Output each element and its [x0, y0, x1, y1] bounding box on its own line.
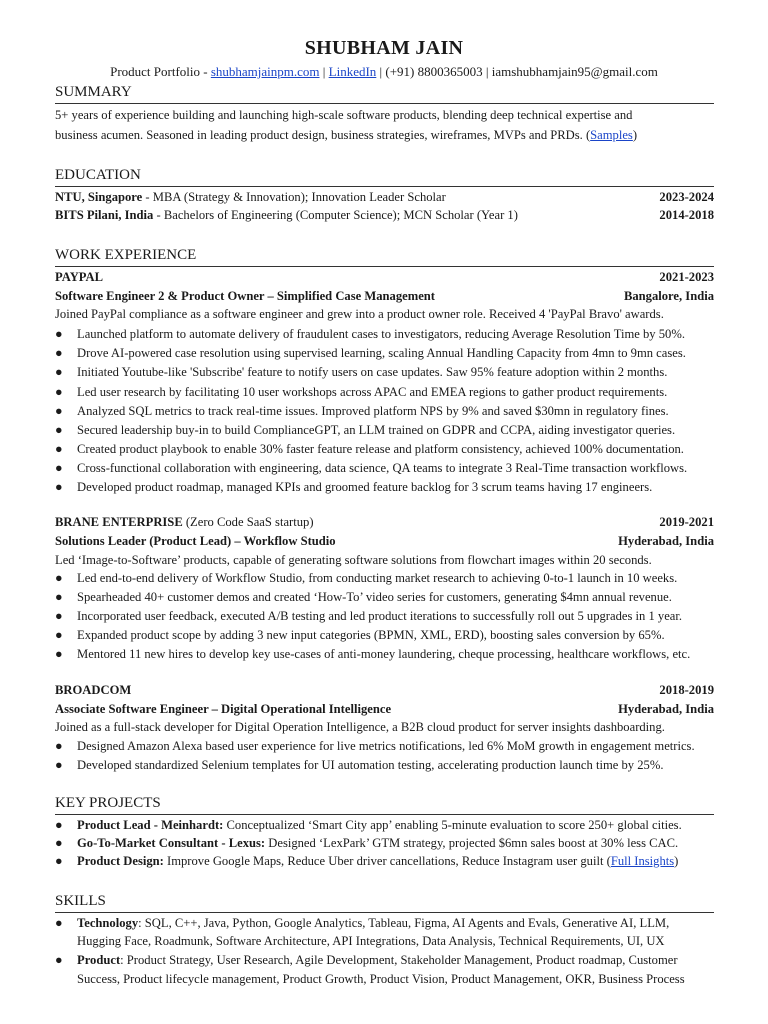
bullet-item: ● Mentored 11 new hires to develop key use-cases of anti-money laundering, cheque processing, healthcare workflows, etc.: [55, 645, 714, 664]
bullet-icon: ●: [55, 346, 63, 360]
company-name: BRANE ENTERPRISE: [55, 515, 183, 529]
contact-phone-email: | (+91) 8800365003 | iamshubhamjain95@gmail.com: [376, 64, 658, 79]
job-role-paypal: [55, 287, 714, 305]
job-intro-paypal: Joined PayPal compliance as a software engineer and grew into a product owner role. Received 4 'PayPal Bravo' awards.: [55, 307, 664, 321]
bullet-icon: ●: [55, 404, 63, 418]
portfolio-link[interactable]: shubhamjainpm.com: [210, 64, 320, 79]
bullet-icon: ●: [55, 953, 63, 967]
bullet-icon: ●: [55, 647, 63, 661]
skill-label: Technology: [77, 916, 139, 930]
full-insights-link[interactable]: Full Insights: [610, 854, 675, 868]
school-name: BITS Pilani, India: [55, 208, 154, 222]
job-location: Hyderabad, India: [618, 702, 714, 716]
skill-item-product: ● Product: Product Strategy, User Research, Agile Development, Stakeholder Management, Product roadmap, Customer: [55, 951, 714, 970]
work-experience-heading: WORK EXPERIENCE: [55, 245, 714, 267]
bullet-icon: ●: [55, 423, 63, 437]
bullet-item: ● Developed standardized Selenium templates for UI automation testing, accelerating production launch time by 25%.: [55, 756, 714, 775]
contact-line: [0, 62, 768, 82]
company-name: BROADCOM: [55, 683, 132, 697]
role-title: Software Engineer 2 & Product Owner – Simplified Case Management: [55, 289, 436, 303]
bullet-item: ● Cross-functional collaboration with engineering, data science, QA teams to integrate 3 Real-Time transaction workflows.: [55, 459, 714, 478]
project-item: ● Product Lead - Meinhardt: Conceptualized ‘Smart City app’ enabling 5-minute evaluation to score 250+ global cities.: [55, 816, 714, 835]
job-dates: 2019-2021: [659, 515, 714, 529]
contact-separator: |: [319, 64, 329, 79]
project-item: ● Product Design: Improve Google Maps, Reduce Uber driver cancellations, Reduce Instagram user guilt (Full Insights): [55, 852, 714, 871]
bullet-item: ● Designed Amazon Alexa based user experience for live metrics notifications, led 6% MoM growth in engagement metrics.: [55, 737, 714, 756]
role-title: Solutions Leader (Product Lead) – Workflow Studio: [55, 534, 336, 548]
skill-item-technology-cont: Hugging Face, Roadmunk, Software Architecture, API Integrations, Data Analysis, Technical Requirements, UI, UX: [77, 934, 665, 948]
bullet-item: ● Analyzed SQL metrics to track real-time issues. Improved platform NPS by 9% and saved $30mn in regulatory fines.: [55, 402, 714, 421]
bullet-item: ● Secured leadership buy-in to build ComplianceGPT, an LLM trained on GDPR and CCPA, aiding investigator queries.: [55, 421, 714, 440]
bullet-icon: ●: [55, 739, 63, 753]
project-label: Product Lead - Meinhardt:: [77, 818, 224, 832]
education-dates: 2023-2024: [659, 190, 714, 204]
bullet-icon: ●: [55, 758, 63, 772]
job-role-brane: [55, 532, 714, 550]
role-title: Associate Software Engineer – Digital Operational Intelligence: [55, 702, 392, 716]
company-note: (Zero Code SaaS startup): [182, 515, 314, 529]
bullet-icon: ●: [55, 480, 63, 494]
bullet-item: ● Initiated Youtube-like 'Subscribe' feature to notify users on case updates. Saw 95% feature adoption within 2 months.: [55, 363, 714, 382]
bullet-icon: ●: [55, 609, 63, 623]
skill-label: Product: [77, 953, 121, 967]
job-role-broadcom: [55, 700, 714, 718]
bullet-item: ● Drove AI-powered case resolution using supervised learning, scaling Annual Handling Capacity from 4mn to 9mn cases.: [55, 344, 714, 363]
key-projects-heading: KEY PROJECTS: [55, 793, 714, 815]
summary-heading: SUMMARY: [55, 82, 714, 104]
project-label: Product Design:: [77, 854, 164, 868]
education-heading: EDUCATION: [55, 165, 714, 187]
degree-detail: - MBA (Strategy & Innovation); Innovation Leader Scholar: [142, 190, 446, 204]
bullet-icon: ●: [55, 590, 63, 604]
bullet-icon: ●: [55, 385, 63, 399]
company-name: PAYPAL: [55, 270, 104, 284]
samples-link[interactable]: Samples: [590, 128, 633, 142]
bullet-icon: ●: [55, 327, 63, 341]
bullet-item: ● Spearheaded 40+ customer demos and created ‘How-To’ video series for customers, generating $4mn annual revenue.: [55, 588, 714, 607]
bullet-item: ● Incorporated user feedback, executed A/B testing and led product iterations to successfully roll out 5 upgrades in 1 year.: [55, 607, 714, 626]
education-item: [55, 206, 714, 224]
summary-line-1: 5+ years of experience building and launching high-scale software products, blending deep technical expertise and: [55, 108, 633, 122]
job-location: Bangalore, India: [623, 289, 714, 303]
linkedin-link[interactable]: LinkedIn: [328, 64, 377, 79]
education-item: [55, 188, 714, 206]
contact-prefix: Product Portfolio -: [110, 64, 211, 79]
bullet-icon: ●: [55, 442, 63, 456]
bullet-item: ● Created product playbook to enable 30% faster feature release and platform consistency, achieved 100% documentation.: [55, 440, 714, 459]
candidate-name: SHUBHAM JAIN: [304, 37, 464, 59]
job-dates: 2018-2019: [659, 683, 714, 697]
bullet-icon: ●: [55, 916, 63, 930]
skills-heading: SKILLS: [55, 891, 714, 913]
school-name: NTU, Singapore: [55, 190, 143, 204]
bullet-icon: ●: [55, 461, 63, 475]
bullet-icon: ●: [55, 365, 63, 379]
education-dates: 2014-2018: [659, 208, 714, 222]
bullet-item: ● Led end-to-end delivery of Workflow Studio, from conducting market research to achieving 0-to-1 launch in 10 weeks.: [55, 569, 714, 588]
job-intro-brane: Led ‘Image-to-Software’ products, capable of generating software solutions from flowchart images within 20 seconds.: [55, 553, 652, 567]
project-item: ● Go-To-Market Consultant - Lexus: Designed ‘LexPark’ GTM strategy, projected $6mn sales boost at 30% less CAC.: [55, 834, 714, 853]
bullet-item: ● Launched platform to automate delivery of fraudulent cases to investigators, reducing Average Resolution Time by 50%.: [55, 325, 714, 344]
bullet-icon: ●: [55, 571, 63, 585]
job-header-paypal: [55, 268, 714, 286]
degree-detail: - Bachelors of Engineering (Computer Science); MCN Scholar (Year 1): [153, 208, 518, 222]
bullet-icon: ●: [55, 628, 63, 642]
bullet-item: ● Expanded product scope by adding 3 new input categories (BPMN, XML, ERD), boosting sales conversion by 65%.: [55, 626, 714, 645]
job-intro-broadcom: Joined as a full-stack developer for Digital Operation Intelligence, a B2B cloud product for server insights dashboarding.: [55, 720, 665, 734]
summary-line-2: business acumen. Seasoned in leading product design, business strategies, wireframes, MVPs and PRDs. (Samples): [55, 128, 638, 142]
bullet-icon: ●: [55, 818, 63, 832]
bullet-item: ● Developed product roadmap, managed KPIs and groomed feature backlog for 3 scrum teams having 17 engineers.: [55, 478, 714, 497]
project-label: Go-To-Market Consultant - Lexus:: [77, 836, 266, 850]
job-header-broadcom: [55, 681, 714, 699]
skill-item-product-cont: Success, Product lifecycle management, Product Growth, Product Vision, Product Management, OKR, Business Process: [77, 972, 685, 986]
job-location: Hyderabad, India: [618, 534, 714, 548]
job-dates: 2021-2023: [659, 270, 714, 284]
bullet-icon: ●: [55, 836, 63, 850]
skill-item-technology: ● Technology: SQL, C++, Java, Python, Google Analytics, Tableau, Figma, AI Agents and Evals, Generative AI, LLM,: [55, 914, 714, 933]
bullet-item: ● Led user research by facilitating 10 user workshops across APAC and EMEA regions to gather product requirements.: [55, 383, 714, 402]
bullet-icon: ●: [55, 854, 63, 868]
job-header-brane: [55, 513, 714, 531]
